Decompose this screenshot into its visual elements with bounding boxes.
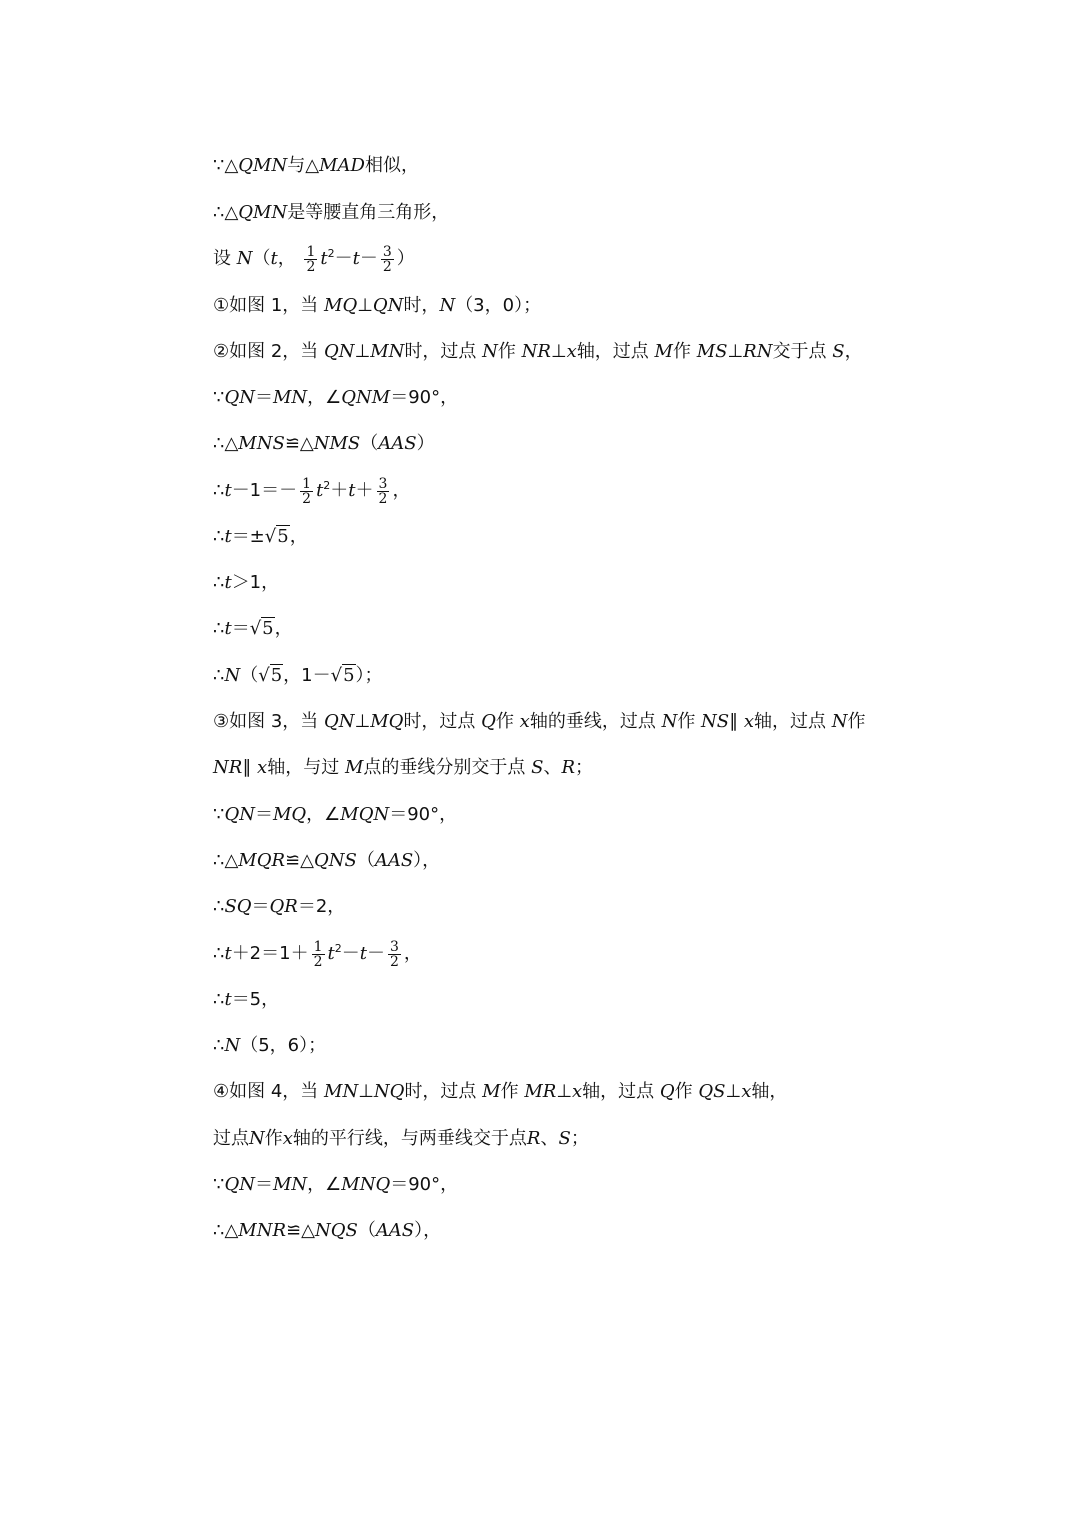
solution-line-17: ∴SQ＝QR＝2， [213, 896, 346, 917]
solution-line-1: ∵△QMN与△MAD相似， [213, 155, 419, 176]
sqrt: √5 [264, 526, 289, 547]
solution-line-12: ∴N（√5，1－√5）； [213, 665, 383, 686]
solution-line-20: ∴N（5，6）； [213, 1035, 327, 1056]
fraction: $\frac{1}{2}$ [302, 475, 312, 507]
solution-line-6: ∵QN＝MN，∠QNM＝90°， [213, 387, 459, 408]
sqrt: √5 [249, 618, 274, 639]
solution-line-2: ∴△QMN是等腰直角三角形， [213, 202, 450, 223]
solution-line-10: ∴t＞1， [213, 572, 280, 593]
solution-line-23: ∵QN＝MN，∠MNQ＝90°， [213, 1174, 459, 1195]
solution-line-14: NR∥ x轴，与过 M点的垂线分别交于点 S、R； [213, 757, 594, 778]
fraction: $\frac{3}{2}$ [389, 938, 399, 970]
solution-line-21: ④如图 4，当 MN⊥NQ时，过点 M作 MR⊥x轴，过点 Q作 QS⊥x轴， [213, 1081, 788, 1102]
sqrt: √5 [330, 665, 355, 686]
fraction: $\frac{1}{2}$ [306, 243, 316, 275]
solution-line-3: 设 N（t， $\frac{1}{2}$ $t^2-t-$ $\frac{3}{2}$ ） [213, 243, 415, 275]
solution-line-16: ∴△MQR≌△QNS（AAS）， [213, 850, 441, 871]
solution-line-18: ∴t＋2＝1＋ $\frac{1}{2}$ $t^2-t-$ $\frac{3}{2}$ ， [213, 938, 422, 970]
solution-line-19: ∴t＝5， [213, 989, 280, 1010]
solution-line-13: ③如图 3，当 QN⊥MQ时，过点 Q作 x轴的垂线，过点 N作 NS∥ x轴，过点 N作 [213, 711, 866, 732]
solution-line-11: ∴t＝√5， [213, 618, 293, 639]
sqrt: √5 [258, 665, 283, 686]
solution-line-8: ∴t－1＝－ $\frac{1}{2}$ $t^2+t+$ $\frac{3}{2}$ ， [213, 475, 411, 507]
fraction: $\frac{3}{2}$ [378, 475, 388, 507]
solution-line-5: ②如图 2，当 QN⊥MN时，过点 N作 NR⊥x轴，过点 M作 MS⊥RN交于点 S， [213, 341, 863, 362]
solution-line-7: ∴△MNS≌△NMS（AAS） [213, 433, 435, 454]
solution-line-24: ∴△MNR≌△NQS（AAS）， [213, 1220, 442, 1241]
solution-line-22: 过点N作x轴的平行线，与两垂线交于点R、S； [213, 1128, 589, 1149]
solution-line-4: ①如图 1，当 MQ⊥QN时，N（3，0）； [213, 295, 542, 316]
solution-line-15: ∵QN＝MQ，∠MQN＝90°， [213, 804, 458, 825]
fraction: $\frac{1}{2}$ [313, 938, 323, 970]
fraction: $\frac{3}{2}$ [382, 243, 392, 275]
solution-line-9: ∴t＝±√5， [213, 526, 308, 547]
